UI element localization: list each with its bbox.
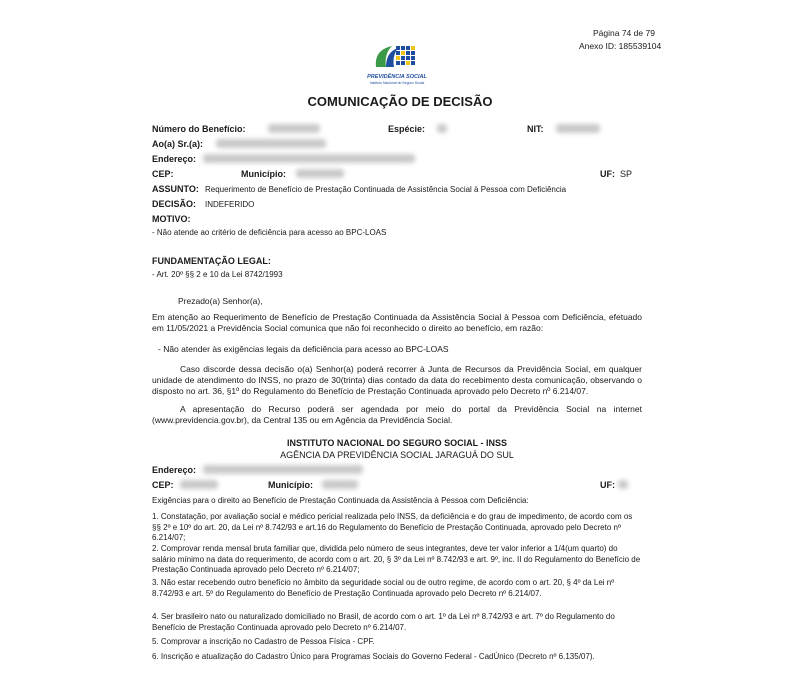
requirement-item: 3. Não estar recebendo outro benefício no âmbito da seguridade social ou de outro regime, de acordo com o art. 20, § 4º da Lei nº 8.742/93 e art. 5º do Regulamento do Benefício de Prestação Continuada aprovado pelo Decreto nº 6.214/07. <box>152 578 615 598</box>
redacted-city <box>296 169 344 178</box>
city-label: Município: <box>241 169 286 179</box>
requirement-item: 2. Comprovar renda mensal bruta familiar que, dividida pelo número de seus integrantes, deve ter valor inferior a 1/4(um quarto) do salário mínimo na data do requerimento, de acordo com o art. 20, § 3º da Lei nº 8.742/93 e art. 9º, inc. II do Regulamento do Benefício de Prestação Continuada aprovado pelo Decreto nº 6.214/07; <box>152 544 641 574</box>
nit-label: NIT: <box>527 124 544 134</box>
subject-label: ASSUNTO: <box>152 184 199 194</box>
legal-basis-label: FUNDAMENTAÇÃO LEGAL: <box>152 256 271 266</box>
requirements-intro: Exigências para o direito ao Benefício de Prestação Continuada da Assistência à Pessoa com Deficiência: <box>152 496 529 505</box>
logo-subtitle: Instituto Nacional do Seguro Social <box>369 81 425 85</box>
legal-basis-value: - Art. 20º §§ 2 e 10 da Lei 8742/1993 <box>152 270 283 279</box>
redacted-agency-city <box>322 480 358 489</box>
redacted-agency-address <box>203 465 363 474</box>
previdencia-logo-icon <box>362 40 432 74</box>
requirement-item: 1. Constatação, por avaliação social e médico pericial realizada pelo INSS, da deficiência e do grau de impedimento, de acordo com os §§ 2º e 10º do art. 20, da Lei nº 8.742/93 e art.16 do Regulamento do Benefício de Prestação Continuada, aprovado pelo Decreto nº 6.214/07; <box>152 512 633 542</box>
benefit-number-label: Número do Benefício: <box>152 124 246 134</box>
redacted-agency-cep <box>180 480 218 489</box>
redacted-species <box>437 124 447 133</box>
requirement-item: 6. Inscrição e atualização do Cadastro Único para Programas Sociais do Governo Federal - CadÚnico (Decreto nº 6.135/07). <box>152 652 595 661</box>
reason-label: MOTIVO: <box>152 214 191 224</box>
agency-name: INSTITUTO NACIONAL DO SEGURO SOCIAL - INSS <box>286 438 508 448</box>
agency-uf-label: UF: <box>600 480 615 490</box>
subject-value: Requerimento de Benefício de Prestação Continuada de Assistência Social à Pessoa com Deficiência <box>205 185 567 194</box>
agency-cep-label: CEP: <box>152 480 174 490</box>
page-number: Página 74 de 79 <box>593 28 655 38</box>
letter-paragraph-3: A apresentação do Recurso poderá ser agendada por meio do portal da Previdência Social na internet (www.previdencia.gov.br), da Central 135 ou em Agência da Previdência Social. <box>152 404 642 425</box>
reason-value: - Não atende ao critério de deficiência para acesso ao BPC-LOAS <box>152 228 387 237</box>
uf-label: UF: <box>600 169 615 179</box>
decision-label: DECISÃO: <box>152 199 197 209</box>
redacted-recipient <box>216 139 326 148</box>
redacted-nit <box>556 124 600 133</box>
annex-id: Anexo ID: 185539104 <box>579 41 662 51</box>
redacted-agency-uf <box>618 480 628 489</box>
requirement-item: 4. Ser brasileiro nato ou naturalizado domiciliado no Brasil, de acordo com o art. 1º da Lei nº 8.742/93 e art. 7º do Regulamento do Benefício de Prestação Continuada aprovado pelo Decreto nº 6.214/07. <box>152 612 615 632</box>
letter-paragraph-1: Em atenção ao Requerimento de Benefício de Prestação Continuada da Assistência Social à Pessoa com Deficiência, efetuado em 11/05/2021 a Previdência Social comunica que não foi reconhecido o direito ao benefício, em razão: <box>152 312 642 333</box>
address-label: Endereço: <box>152 154 197 164</box>
letter-reason: - Não atender às exigências legais da deficiência para acesso ao BPC-LOAS <box>158 344 449 354</box>
logo-title: PREVIDÊNCIA SOCIAL <box>367 74 427 80</box>
redacted-address <box>203 154 415 163</box>
species-label: Espécie: <box>388 124 426 134</box>
uf-value: SP <box>620 169 633 179</box>
agency-city-label: Município: <box>268 480 313 490</box>
document-title: COMUNICAÇÃO DE DECISÃO <box>307 94 493 109</box>
cep-label: CEP: <box>152 169 174 179</box>
decision-value: INDEFERIDO <box>205 200 255 209</box>
agency-branch: AGÊNCIA DA PREVIDÊNCIA SOCIAL JARAGUÁ DO SUL <box>280 450 514 460</box>
redacted-benefit-number <box>268 124 320 133</box>
agency-address-label: Endereço: <box>152 465 197 475</box>
letter-paragraph-2: Caso discorde dessa decisão o(a) Senhor(a) poderá recorrer à Junta de Recursos da Previdência Social, em qualquer unidade de atendimento do INSS, no prazo de 30(trinta) dias contado da data do recebimento desta comunicação, observando o disposto no art. 36, §1º do Regulamento do Benefício de Prestação Continuada aprovado pelo Decreto nº 6.214/07. <box>152 364 642 396</box>
recipient-label: Ao(a) Sr.(a): <box>152 139 204 149</box>
previdencia-logo <box>362 40 432 90</box>
requirement-item: 5. Comprovar a inscrição no Cadastro de Pessoa Física - CPF. <box>152 637 375 646</box>
greeting: Prezado(a) Senhor(a), <box>178 296 263 306</box>
